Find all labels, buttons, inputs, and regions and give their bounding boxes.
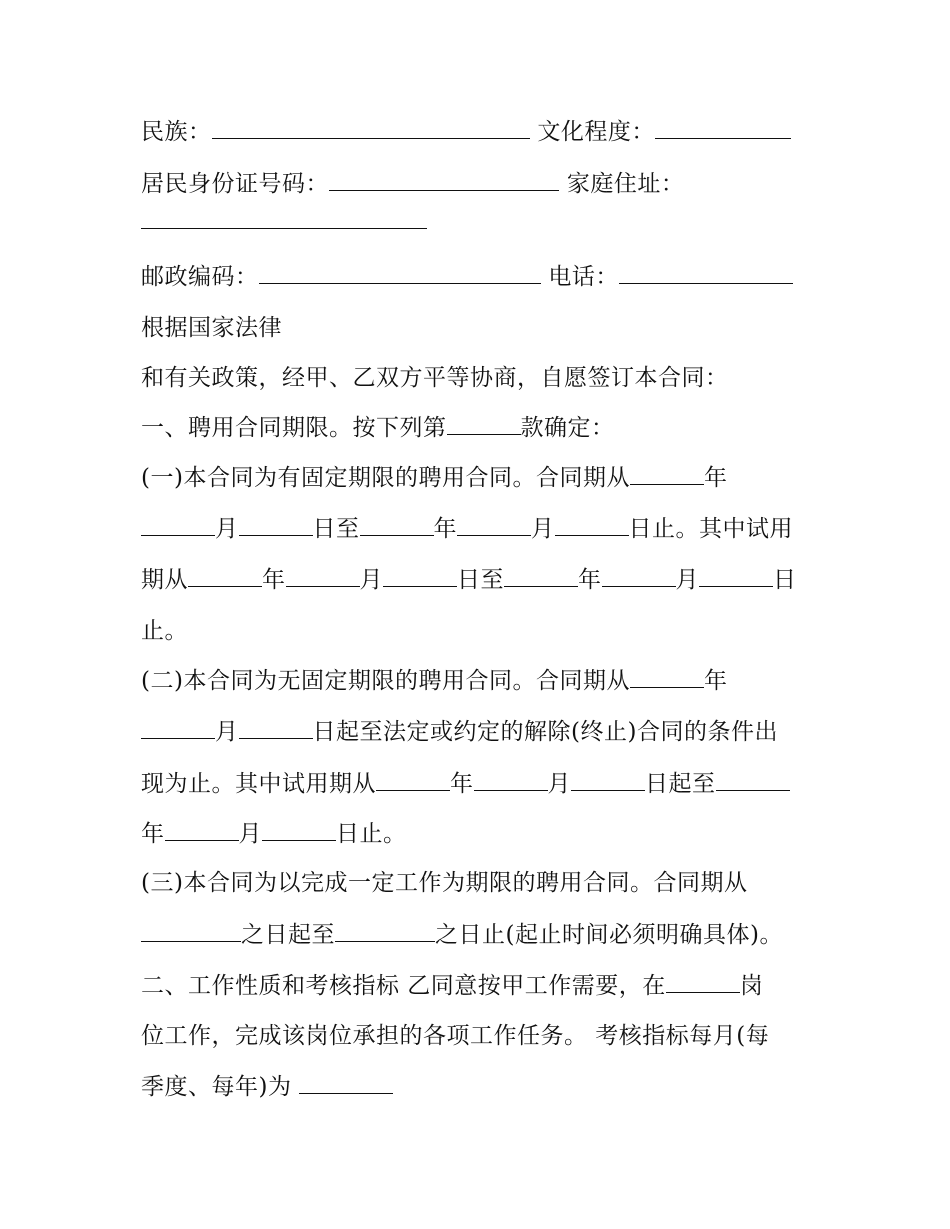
fixed-end-month-blank[interactable]: [457, 513, 531, 536]
policy-text: 和有关政策，经甲、乙双方平等协商，自愿签订本合同：: [141, 365, 729, 391]
education-label: 文化程度：: [537, 119, 655, 145]
work-nature-line-1: [141, 970, 763, 1001]
term-heading-text: 一、聘用合同期限。按下列第: [141, 415, 447, 441]
fixed-trial-text: 日止。其中试用: [628, 516, 793, 542]
open-term-line-1: [141, 665, 727, 696]
home-address-line: [141, 206, 427, 237]
fixed-term-text: (一)本合同为有固定期限的聘用合同。合同期从: [141, 465, 630, 491]
open-start-year-blank[interactable]: [630, 665, 704, 688]
fixed-end-line: [141, 616, 188, 646]
postcode-blank[interactable]: [259, 261, 541, 284]
term-option-blank[interactable]: [447, 412, 521, 435]
work-tasks-text: 位工作，完成该岗位承担的各项工作任务。 考核指标每月(每: [141, 1023, 770, 1049]
assessment-label: 季度、每年)为: [141, 1074, 292, 1100]
trial-end-month-label: 月: [675, 567, 699, 593]
project-term-line-1: [141, 868, 747, 898]
fixed-day-to-label: 日至: [312, 516, 360, 542]
fixed-end-month-label: 月: [531, 516, 555, 542]
open-trial-end-month-label: 月: [238, 821, 262, 847]
ethnicity-blank[interactable]: [212, 116, 530, 139]
trial-end-year-label: 年: [578, 567, 602, 593]
trial-start-year-blank[interactable]: [188, 564, 262, 587]
term-heading-line: [141, 412, 615, 443]
open-month-label: 月: [215, 719, 239, 745]
project-end-blank[interactable]: [335, 919, 435, 942]
fixed-end-day-blank[interactable]: [555, 513, 629, 536]
law-text: 根据国家法律: [141, 315, 282, 341]
open-trial-end-month-blank[interactable]: [165, 818, 239, 841]
postcode-phone-line: [141, 261, 793, 292]
open-trial-year-label: 年: [450, 771, 474, 797]
fixed-start-year-blank[interactable]: [630, 462, 704, 485]
open-trial-end-year-label: 年: [141, 821, 165, 847]
open-year-label: 年: [703, 668, 728, 694]
postcode-label: 邮政编码：: [141, 264, 259, 290]
trial-end-month-blank[interactable]: [602, 564, 676, 587]
work-nature-text: 二、工作性质和考核指标 乙同意按甲工作需要，在: [141, 973, 666, 999]
open-term-text: (二)本合同为无固定期限的聘用合同。合同期从: [141, 668, 630, 694]
open-trial-start-day-blank[interactable]: [571, 768, 645, 791]
open-start-day-blank[interactable]: [239, 716, 313, 739]
open-condition-text: 日起至法定或约定的解除(终止)合同的条件出: [312, 719, 778, 745]
open-trial-start-year-blank[interactable]: [376, 768, 450, 791]
open-trial-end-text: 日止。: [336, 821, 407, 847]
education-blank[interactable]: [655, 116, 791, 139]
fixed-term-line-1: [141, 462, 727, 493]
open-trial-line-2: [141, 818, 407, 849]
trial-start-month-blank[interactable]: [286, 564, 360, 587]
fixed-end-year-blank[interactable]: [360, 513, 434, 536]
position-suffix: 岗: [739, 973, 764, 999]
work-nature-line-2: [141, 1021, 769, 1051]
assessment-blank[interactable]: [299, 1071, 393, 1094]
id-number-label: 居民身份证号码：: [141, 171, 329, 197]
ethnicity-label: 民族：: [141, 119, 212, 145]
open-trial-end-year-blank[interactable]: [716, 768, 790, 791]
open-trial-end-day-blank[interactable]: [262, 818, 336, 841]
open-trial-text: 现为止。其中试用期从: [141, 771, 376, 797]
law-line: [141, 313, 282, 343]
id-address-line: [141, 168, 684, 199]
ethnicity-education-line: [141, 116, 791, 147]
policy-line: [141, 363, 729, 393]
trial-end-day-label: 日: [773, 567, 797, 593]
trial-month-label: 月: [359, 567, 383, 593]
home-address-blank[interactable]: [141, 206, 427, 229]
open-trial-line-1: [141, 768, 790, 799]
trial-end-year-blank[interactable]: [504, 564, 578, 587]
open-trial-month-label: 月: [547, 771, 571, 797]
fixed-term-line-2: [141, 513, 793, 544]
open-trial-start-month-blank[interactable]: [474, 768, 548, 791]
project-term-line-2: [141, 919, 783, 950]
open-trial-from-label: 日起至: [645, 771, 716, 797]
trial-day-to-label: 日至: [457, 567, 504, 593]
fixed-trial-line: [141, 564, 797, 595]
fixed-start-month-blank[interactable]: [141, 513, 215, 536]
phone-blank[interactable]: [619, 261, 793, 284]
fixed-end-year-label: 年: [433, 516, 457, 542]
position-blank[interactable]: [666, 970, 740, 993]
work-nature-line-3: [141, 1071, 393, 1102]
phone-label: 电话：: [548, 264, 619, 290]
project-end-text: 之日止(起止时间必须明确具体)。: [435, 922, 783, 948]
trial-start-day-blank[interactable]: [383, 564, 457, 587]
project-from-label: 之日起至: [241, 922, 335, 948]
open-term-line-2: [141, 716, 778, 747]
term-heading-suffix: 款确定：: [520, 415, 615, 441]
home-address-label: 家庭住址：: [566, 171, 685, 197]
fixed-year-label: 年: [703, 465, 728, 491]
id-number-blank[interactable]: [329, 168, 559, 191]
project-start-blank[interactable]: [141, 919, 241, 942]
trial-end-day-blank[interactable]: [699, 564, 773, 587]
project-term-text: (三)本合同为以完成一定工作为期限的聘用合同。合同期从: [141, 870, 748, 896]
fixed-month-label: 月: [215, 516, 239, 542]
fixed-end-text: 止。: [141, 618, 188, 644]
open-start-month-blank[interactable]: [141, 716, 215, 739]
trial-year-label: 年: [262, 567, 286, 593]
trial-from-label: 期从: [141, 567, 188, 593]
fixed-start-day-blank[interactable]: [239, 513, 313, 536]
